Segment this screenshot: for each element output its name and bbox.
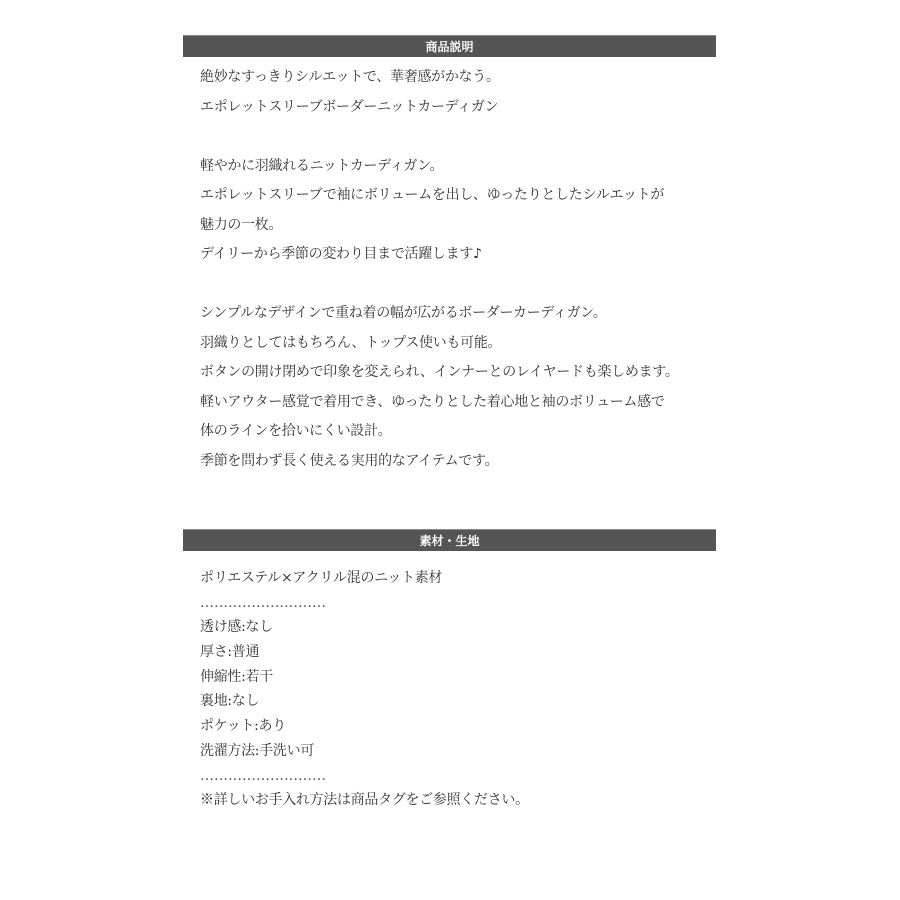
description-line: 軽やかに羽織れるニットカーディガン。: [200, 157, 444, 174]
spec-sheerness: 透け感:なし: [200, 619, 273, 636]
care-note: ※詳しいお手入れ方法は商品タグをご参照ください。: [200, 792, 529, 809]
dotted-divider: ………………………: [200, 767, 326, 784]
material-body: [200, 566, 710, 813]
section-header-material: 素材・生地: [183, 529, 716, 551]
description-line: デイリーから季節の変わり目まで活躍します♪: [200, 246, 482, 262]
description-line: 季節を問わず長く使える実用的なアイテムです。: [200, 452, 499, 469]
description-line: 軽いアウター感覚で着用でき、ゆったりとした着心地と袖のボリューム感で: [200, 393, 665, 410]
description-line: エポレットスリーブボーダーニットカーディガン: [200, 98, 499, 115]
description-line: 魅力の一枚。: [200, 216, 283, 233]
dotted-divider: ………………………: [200, 594, 326, 611]
section-header-product-description: 商品説明: [183, 35, 716, 57]
spec-washing: 洗濯方法:手洗い可: [200, 742, 315, 759]
spec-thickness: 厚さ:普通: [200, 644, 260, 661]
spec-lining: 裏地:なし: [200, 693, 260, 710]
description-line: 羽織りとしてはもちろん、トップス使いも可能。: [200, 334, 502, 351]
description-spacer: [200, 270, 710, 300]
product-description-body: [200, 63, 710, 476]
description-line: エポレットスリーブで袖にボリュームを出し、ゆったりとしたシルエットが: [200, 187, 665, 203]
description-line: 体のラインを拾いにくい設計。: [200, 423, 392, 439]
description-spacer: [200, 122, 710, 152]
spec-pocket: ポケット:あり: [200, 718, 286, 735]
description-line: シンプルなデザインで重ね着の幅が広がるボーダーカーディガン。: [200, 305, 607, 321]
description-line: ボタンの開け閉めで印象を変えられ、インナーとのレイヤードも楽しめます。: [200, 364, 679, 380]
material-composition: ポリエステル×アクリル混のニット素材: [200, 570, 443, 586]
description-line: 絶妙なすっきりシルエットで、華奢感がかなう。: [200, 69, 500, 85]
spec-stretch: 伸縮性:若干: [200, 668, 273, 685]
